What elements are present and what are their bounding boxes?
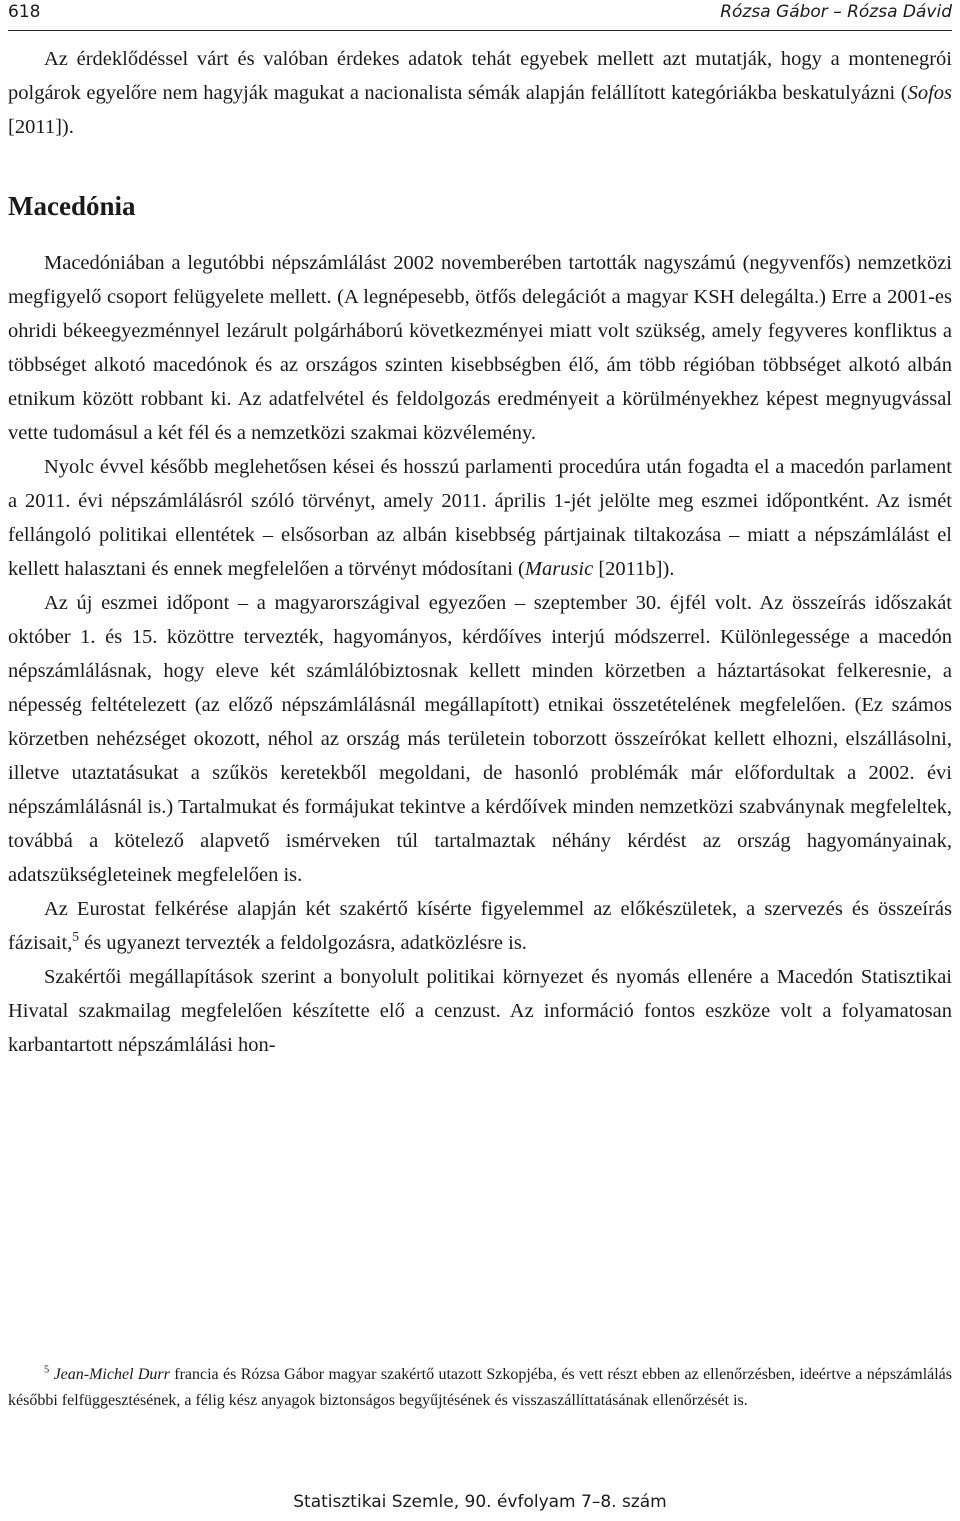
footnote: $^5$ Jean-Michel Durr francia és Rózsa Gábor magyar szakértő utazott Szkopjéba, és vett részt ebben az ellenőrzésben, ideértve a népszámlálás későbbi felfüggesztésének, a félig kész anyagok biztonságos begyűjtésének és visszaszállíttatásának ellenőrzését is. bbox=[8, 1364, 953, 1409]
page-body bbox=[8, 42, 952, 1062]
paragraph-4: Az Eurostat felkérése alapján két szakértő kísérte figyelemmel az előkészületek, a szervezés és összeírás fázisait,$^5$ és ugyanezt tervezték a feldolgozásra, adatközlésre is. bbox=[8, 898, 952, 954]
page-header bbox=[8, 0, 952, 31]
running-title: Rózsa Gábor – Rózsa Dávid bbox=[720, 2, 952, 22]
intro-paragraph: Az érdeklődéssel várt és valóban érdekes adatok tehát egyebek mellett azt mutatják, hogy a montenegrói polgárok egyelőre nem hagyják magukat a nacionalista sémák alapján felállított kategóriákba beskatulyázni (Sofos [2011]). bbox=[8, 48, 952, 138]
paragraph-3: Az új eszmei időpont – a magyarországival egyezően – szeptember 30. éjfél volt. Az összeírás időszakát október 1. és 15. közöttre tervezték, hagyományos, kérdőíves interjú módszerrel. Különlegessége a macedón népszámlálásnak, hogy eleve két számlálóbiztosnak kellett minden körzetben a háztartásokat felkeresnie, a népesség feltételezett (az előző népszámlálásnál megállapított) etnikai összetételének megfelelően. (Ez számos körzetben nehézséget okozott, néhol az ország más területein toborzott összeírókat kellett elhozni, elszállásolni, illetve utaztatásukat a szűkös keretekből megoldani, de hasonló problémák már előfordultak a 2002. évi népszámlálásnál is.) Tartalmukat és formájukat tekintve a kérdőívek minden nemzetközi szabványnak megfeleltek, továbbá a kötelező alapvető ismérveken túl tartalmaztak néhány kérdést az ország hagyományainak, adatszükségleteinek megfelelően is. bbox=[8, 592, 952, 886]
paragraph-5: Szakértői megállapítások szerint a bonyolult politikai környezet és nyomás ellenére a Macedón Statisztikai Hivatal szakmailag megfelelően készítette elő a cenzust. Az információ fontos eszköze volt a folyamatosan karbantartott népszámlálási hon- bbox=[8, 966, 952, 1056]
footnote-ref: 5 bbox=[72, 929, 79, 945]
page-number: 618 bbox=[8, 2, 41, 22]
footnote-number: 5 bbox=[44, 1364, 50, 1376]
page-footer: Statisztikai Szemle, 90. évfolyam 7–8. szám bbox=[293, 1492, 667, 1512]
paragraph-1: Macedóniában a legutóbbi népszámlálást 2002 novemberében tartották nagyszámú (negyvenfős) nemzetközi megfigyelő csoport felügyelete mellett. (A legnépesebb, ötfős delegációt a magyar KSH delegálta.) Erre a 2001-es ohridi békeegyezménnyel lezárult polgárháború következményei miatt volt szükség, amely fegyveres konfliktus a többséget alkotó macedónok és az országos szinten kisebbségben élő, ám több régióban többséget alkotó albán etnikum között robbant ki. Az adatfelvétel és feldolgozás eredményeit a körülményekhez képest megnyugvással vette tudomásul a két fél és a nemzetközi szakmai közvélemény. bbox=[8, 252, 952, 444]
footnote-name: Jean-Michel Durr bbox=[53, 1366, 170, 1383]
section-title: Macedónia bbox=[8, 191, 136, 221]
citation-sofos: Sofos bbox=[907, 82, 952, 104]
paragraph-2: Nyolc évvel később meglehetősen kései és hosszú parlamenti procedúra után fogadta el a macedón parlament a 2011. évi népszámlálásról szóló törvényt, amely 2011. április 1-jét jelölte meg eszmei időpontként. Az ismét fellángoló politikai ellentétek – elsősorban az albán kisebbség pártjainak tiltakozása – miatt a népszámlálást el kellett halasztani és ennek megfelelően a törvényt módosítani (Marusic [2011b]). bbox=[8, 456, 952, 580]
citation-marusic: Marusic bbox=[524, 558, 594, 580]
